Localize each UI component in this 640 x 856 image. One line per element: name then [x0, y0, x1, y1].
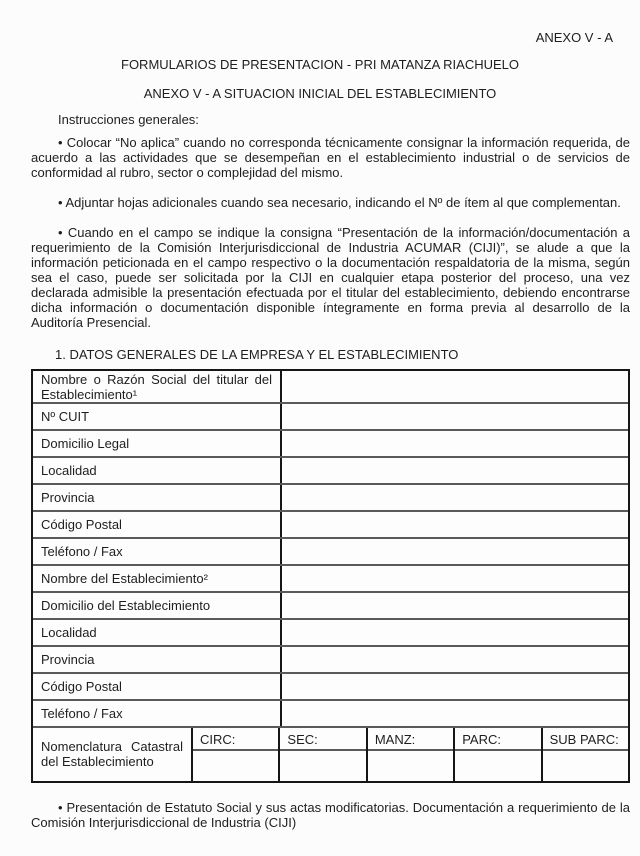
row-label: Provincia	[33, 647, 282, 672]
anexo-label: ANEXO V - A	[535, 30, 613, 45]
catastral-value-cell	[193, 751, 278, 781]
table-row	[33, 371, 628, 402]
table-row	[33, 645, 628, 672]
table-row	[33, 402, 628, 429]
catastral-label: Nomenclatura Catastral del Establecimiento	[33, 728, 193, 781]
row-label: Domicilio Legal	[33, 431, 282, 456]
table-row	[33, 672, 628, 699]
catastral-column-header: PARC:	[455, 728, 540, 751]
row-value-field	[282, 371, 628, 402]
catastral-column-sec	[280, 728, 367, 781]
row-value-field	[282, 647, 628, 672]
row-label: Código Postal	[33, 674, 282, 699]
table-row	[33, 618, 628, 645]
document-subtitle: ANEXO V - A SITUACION INICIAL DEL ESTABLECIMIENTO	[143, 86, 497, 101]
section-1-heading: 1. DATOS GENERALES DE LA EMPRESA Y EL ESTABLECIMIENTO	[55, 347, 459, 362]
row-value-field	[282, 458, 628, 483]
table-row	[33, 564, 628, 591]
row-label: Localidad	[33, 620, 282, 645]
catastral-value-cell	[280, 751, 365, 781]
row-label: Domicilio del Establecimiento	[33, 593, 282, 618]
catastral-value-cell	[368, 751, 453, 781]
row-value-field	[282, 431, 628, 456]
document-title: FORMULARIOS DE PRESENTACION - PRI MATANZA RIACHUELO	[121, 57, 519, 72]
row-label: Nombre o Razón Social del titular del Establecimiento¹	[33, 371, 282, 402]
catastral-column-subparc	[543, 728, 628, 781]
row-label: Localidad	[33, 458, 282, 483]
catastral-column-header: SEC:	[280, 728, 365, 751]
instructions-heading: Instrucciones generales:	[58, 112, 199, 127]
instruction-bullet-2: • Adjuntar hojas adicionales cuando sea necesario, indicando el Nº de ítem al que complementan.	[58, 195, 621, 210]
row-label: Nombre del Establecimiento²	[33, 566, 282, 591]
table-row	[33, 510, 628, 537]
row-label: Provincia	[33, 485, 282, 510]
row-value-field	[282, 566, 628, 591]
table-row	[33, 429, 628, 456]
table-row	[33, 456, 628, 483]
table-row	[33, 591, 628, 618]
catastral-column-circ	[193, 728, 280, 781]
catastral-column-parc	[455, 728, 542, 781]
general-data-table	[31, 369, 630, 783]
catastral-column-header: MANZ:	[368, 728, 453, 751]
instruction-bullet-3: • Cuando en el campo se indique la consigna “Presentación de la información/documentación a requerimiento de la Comisión Interjurisdiccional de Industria ACUMAR (CIJI)”, se alude a que la información peticionada en el campo respectivo o la documentación respaldatoria de la misma, según sea el caso, puede ser solicitada por la CIJI en cualquier etapa posterior del proceso, una vez declarada admisible la presentación efectuada por el titular del establecimiento, debiendo encontrarse dicha información o documentación disponible íntegramente en forma previa al desarrollo de la Auditoría Presencial.	[31, 225, 630, 330]
row-value-field	[282, 485, 628, 510]
row-value-field	[282, 404, 628, 429]
row-value-field	[282, 539, 628, 564]
catastral-column-manz	[368, 728, 455, 781]
row-value-field	[282, 620, 628, 645]
row-value-field	[282, 512, 628, 537]
instruction-bullet-1: • Colocar “No aplica” cuando no corresponda técnicamente consignar la información requerida, de acuerdo a las actividades que se desempeñan en el establecimiento industrial o de servicios de conformidad al rubro, sector o complejidad del mismo.	[31, 135, 630, 180]
row-label: Teléfono / Fax	[33, 701, 282, 726]
table-row	[33, 537, 628, 564]
catastral-column-header: SUB PARC:	[543, 728, 628, 751]
document-body	[31, 112, 630, 830]
catastral-column-header: CIRC:	[193, 728, 278, 751]
row-label: Nº CUIT	[33, 404, 282, 429]
table-row-catastral	[33, 726, 628, 781]
table-row	[33, 699, 628, 726]
row-value-field	[282, 674, 628, 699]
catastral-value-cell	[543, 751, 628, 781]
row-value-field	[282, 701, 628, 726]
row-value-field	[282, 593, 628, 618]
catastral-value-cell	[455, 751, 540, 781]
row-label: Código Postal	[33, 512, 282, 537]
footer-note: • Presentación de Estatuto Social y sus actas modificatorias. Documentación a requerimiento de la Comisión Interjurisdiccional de Industria (CIJI)	[31, 800, 630, 830]
row-label: Teléfono / Fax	[33, 539, 282, 564]
table-row	[33, 483, 628, 510]
